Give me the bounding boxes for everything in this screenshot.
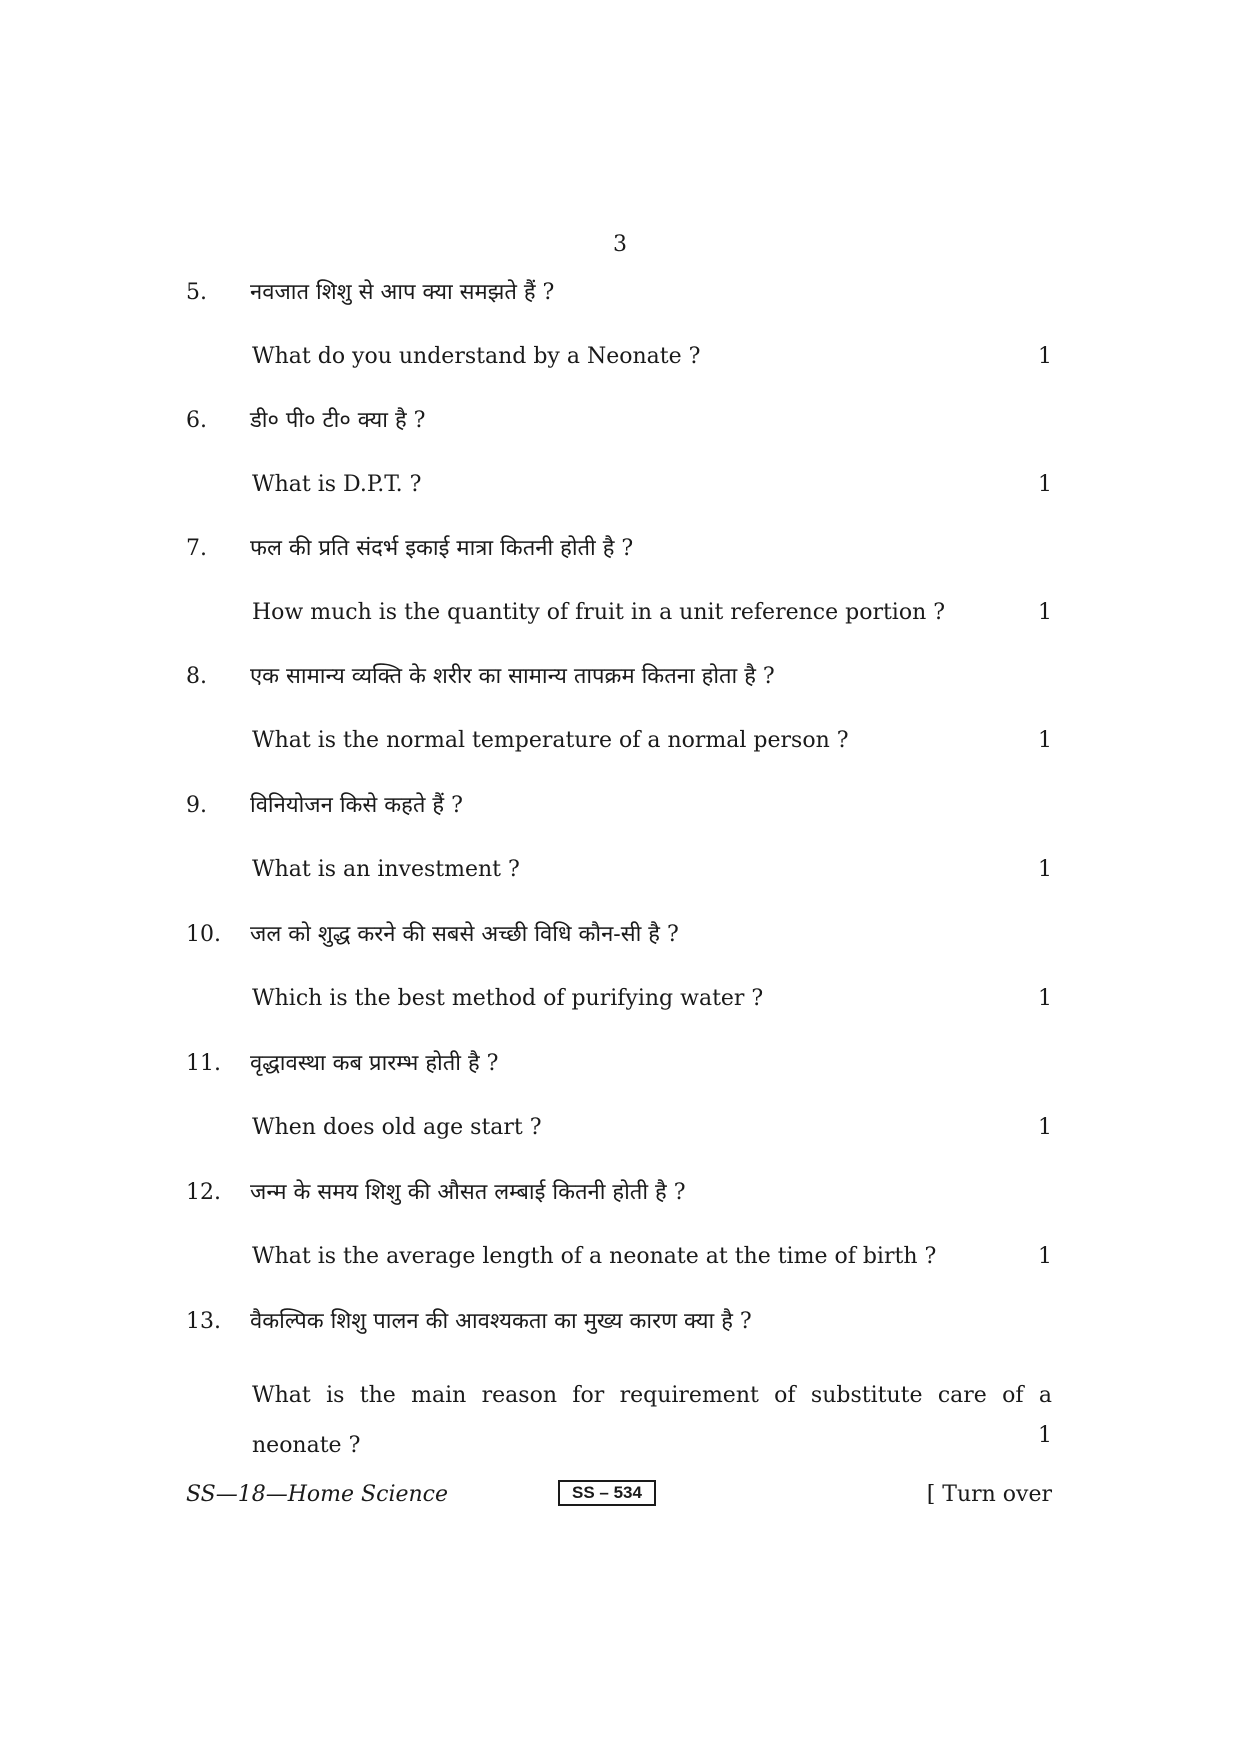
question-text-hindi: वैकल्पिक शिशु पालन की आवश्यकता का मुख्य कारण क्या है ? (250, 1309, 752, 1334)
question-number: 12. (186, 1180, 221, 1205)
question-text-hindi: विनियोजन किसे कहते हैं ? (250, 793, 463, 818)
page-number: 3 (613, 232, 627, 257)
question-marks: 1 (1038, 472, 1052, 497)
question-number: 5. (186, 280, 207, 305)
question-number: 10. (186, 922, 221, 947)
question-text-english: What is an investment ? (252, 857, 520, 882)
question-marks: 1 (1038, 600, 1052, 625)
question-number: 11. (186, 1051, 221, 1076)
page-footer (186, 1480, 1052, 1512)
question-text-english: What is the normal temperature of a normal person ? (252, 728, 849, 753)
question-number: 6. (186, 408, 207, 433)
question-marks: 1 (1038, 344, 1052, 369)
question-marks: 1 (1038, 857, 1052, 882)
question-text-english: What is the main reason for requirement of substitute care of a neonate ? (252, 1383, 1052, 1458)
question-marks: 1 (1038, 728, 1052, 753)
question-marks: 1 (1038, 1423, 1052, 1448)
question-text-hindi: फल की प्रति संदर्भ इकाई मात्रा कितनी होती है ? (250, 536, 634, 561)
question-text-english: What is D.P.T. ? (252, 472, 422, 497)
footer-paper-code: SS – 534 (558, 1480, 656, 1506)
question-number: 7. (186, 536, 207, 561)
footer-paper-title: SS—18—Home Science (186, 1482, 449, 1507)
question-marks: 1 (1038, 1244, 1052, 1269)
question-text-english: Which is the best method of purifying water ? (252, 986, 764, 1011)
question-text-hindi: जल को शुद्ध करने की सबसे अच्छी विधि कौन-सी है ? (250, 922, 679, 947)
question-text-hindi: जन्म के समय शिशु की औसत लम्बाई कितनी होती है ? (250, 1180, 686, 1205)
question-number: 8. (186, 664, 207, 689)
question-marks: 1 (1038, 986, 1052, 1011)
question-text-english: When does old age start ? (252, 1115, 542, 1140)
question-text-hindi: एक सामान्य व्यक्ति के शरीर का सामान्य तापक्रम कितना होता है ? (250, 664, 775, 689)
question-text-hindi: नवजात शिशु से आप क्या समझते हैं ? (250, 280, 555, 305)
question-text-hindi: वृद्धावस्था कब प्रारम्भ होती है ? (250, 1051, 499, 1076)
footer-turn-over: [ Turn over (926, 1482, 1052, 1507)
question-text-english: How much is the quantity of fruit in a unit reference portion ? (252, 600, 946, 625)
question-number: 9. (186, 793, 207, 818)
question-marks: 1 (1038, 1115, 1052, 1140)
question-text-english: What do you understand by a Neonate ? (252, 344, 701, 369)
question-text-hindi: डी० पी० टी० क्या है ? (250, 408, 426, 433)
question-number: 13. (186, 1309, 221, 1334)
question-text-english: What is the average length of a neonate at the time of birth ? (252, 1244, 937, 1269)
